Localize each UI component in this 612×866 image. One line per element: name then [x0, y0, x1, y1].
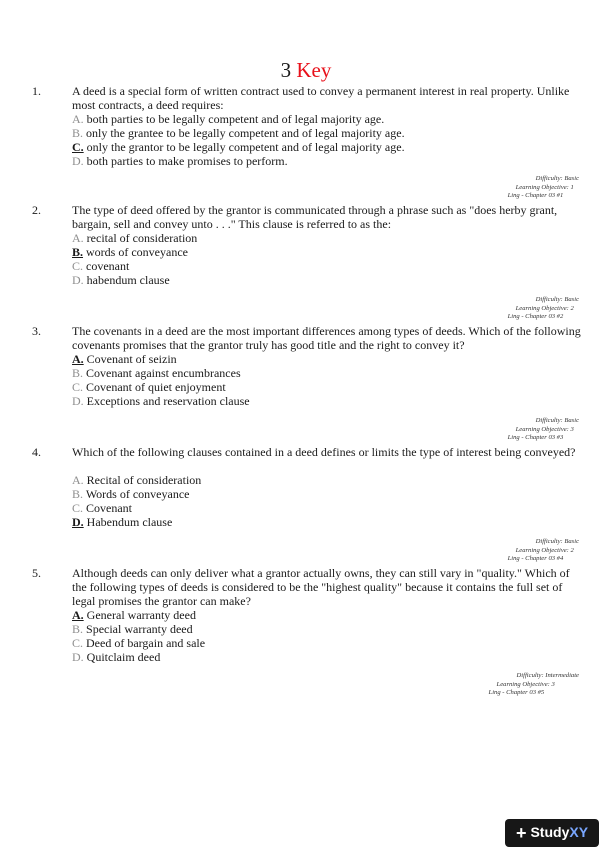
question-metadata	[508, 296, 579, 322]
option-letter: D.	[72, 650, 84, 664]
option-letter: C.	[72, 501, 84, 515]
option-letter: C.	[72, 636, 84, 650]
option-text: only the grantor to be legally competent and of legal majority age.	[86, 140, 405, 154]
option-letter: C.	[72, 259, 84, 273]
brand-xy: XY	[569, 824, 589, 840]
option-letter: D.	[72, 394, 84, 408]
option-c	[72, 259, 572, 273]
source-reference: Ling - Chapter 03 #4	[507, 555, 564, 562]
answer-options	[72, 608, 572, 664]
option-letter: B.	[72, 622, 84, 636]
option-letter: A.	[72, 473, 84, 487]
option-letter: A.	[72, 608, 84, 622]
option-d	[72, 154, 572, 168]
question-metadata	[508, 538, 579, 564]
question-number: 2.	[32, 203, 41, 217]
option-b	[72, 126, 572, 140]
option-text: Habendum clause	[86, 515, 173, 529]
source-reference: Ling - Chapter 03 #1	[507, 192, 564, 199]
question-metadata	[508, 175, 579, 201]
option-text: both parties to be legally competent and of legal majority age.	[86, 112, 385, 126]
question-metadata	[508, 417, 579, 443]
option-letter: B.	[72, 366, 84, 380]
option-letter: D.	[72, 154, 84, 168]
difficulty: Difficulty: Basic	[535, 417, 579, 424]
option-text: words of conveyance	[86, 245, 188, 259]
option-text: Quitclaim deed	[86, 650, 161, 664]
question-number: 5.	[32, 566, 41, 580]
option-letter: A.	[72, 231, 84, 245]
option-letter: C.	[72, 140, 84, 154]
option-text: Covenant of seizin	[86, 352, 177, 366]
option-text: Recital of consideration	[86, 473, 202, 487]
option-text: recital of consideration	[86, 231, 198, 245]
option-text: Special warranty deed	[86, 622, 193, 636]
option-d	[72, 650, 572, 664]
source-reference: Ling - Chapter 03 #2	[507, 313, 564, 320]
option-d	[72, 273, 572, 287]
option-a-correct	[72, 352, 572, 366]
learning-objective: Learning Objective: 3	[515, 425, 574, 433]
answer-options	[72, 352, 572, 408]
option-letter: A.	[72, 112, 84, 126]
option-text: only the grantee to be legally competent and of legal majority age.	[86, 126, 405, 140]
learning-objective: Learning Objective: 1	[515, 183, 574, 191]
option-text: Covenant against encumbrances	[86, 366, 241, 380]
option-letter: A.	[72, 352, 84, 366]
question-text: Although deeds can only deliver what a grantor actually owns, they can still vary in "quality." Which of the following types of deeds is considered to be the "highest quality" because it contains the full set of legal promises the grantor can make?	[72, 566, 570, 608]
difficulty: Difficulty: Basic	[535, 296, 579, 303]
learning-objective: Learning Objective: 2	[515, 546, 574, 554]
option-a-correct	[72, 608, 572, 622]
option-letter: C.	[72, 380, 84, 394]
option-c-correct	[72, 140, 572, 154]
option-c	[72, 636, 572, 650]
question-text: The type of deed offered by the grantor is communicated through a phrase such as "does herby grant, bargain, sell and convey unto . . ." This clause is referred to as the:	[72, 203, 558, 231]
option-text: Words of conveyance	[85, 487, 190, 501]
option-b-correct	[72, 245, 572, 259]
question-text: The covenants in a deed are the most important differences among types of deeds. Which of the following covenants promises that the grantor truly has good title and the right to convey it?	[72, 324, 581, 352]
brand-study: Study	[530, 824, 570, 840]
question-text: Which of the following clauses contained in a deed defines or limits the type of interest being conveyed?	[72, 445, 576, 459]
option-letter: D.	[72, 273, 84, 287]
option-text: General warranty deed	[86, 608, 196, 622]
learning-objective: Learning Objective: 2	[515, 304, 574, 312]
page-title	[0, 58, 612, 82]
answer-options	[72, 112, 572, 168]
option-b	[72, 487, 572, 501]
option-d	[72, 394, 572, 408]
plus-icon: +	[515, 823, 527, 843]
option-letter: B.	[72, 126, 84, 140]
question-metadata	[489, 672, 579, 698]
option-d-correct	[72, 515, 572, 529]
answer-key-label: Key	[296, 58, 332, 82]
question-text: A deed is a special form of written contract used to convey a permanent interest in real property. Unlike most contracts, a deed requires:	[72, 84, 570, 112]
option-text: Deed of bargain and sale	[86, 636, 206, 650]
option-text: Exceptions and reservation clause	[86, 394, 250, 408]
option-a	[72, 112, 572, 126]
option-b	[72, 366, 572, 380]
source-reference: Ling - Chapter 03 #5	[488, 689, 545, 696]
answer-options	[72, 231, 572, 287]
option-a	[72, 231, 572, 245]
option-text: covenant	[86, 259, 130, 273]
option-a	[72, 473, 572, 487]
chapter-number: 3	[280, 58, 292, 82]
option-c	[72, 380, 572, 394]
option-text: both parties to make promises to perform.	[86, 154, 288, 168]
option-b	[72, 622, 572, 636]
source-reference: Ling - Chapter 03 #3	[507, 434, 564, 441]
question-number: 1.	[32, 84, 41, 98]
option-text: habendum clause	[86, 273, 170, 287]
difficulty: Difficulty: Intermediate	[516, 672, 579, 679]
option-c	[72, 501, 572, 515]
option-text: Covenant	[86, 501, 133, 515]
learning-objective: Learning Objective: 3	[496, 680, 555, 688]
studyxy-logo[interactable]	[505, 819, 599, 847]
difficulty: Difficulty: Basic	[535, 175, 579, 182]
question-number: 3.	[32, 324, 41, 338]
option-letter: B.	[72, 487, 84, 501]
question-number: 4.	[32, 445, 41, 459]
difficulty: Difficulty: Basic	[535, 538, 579, 545]
option-letter: B.	[72, 245, 84, 259]
answer-options	[72, 473, 572, 529]
option-letter: D.	[72, 515, 84, 529]
option-text: Covenant of quiet enjoyment	[86, 380, 226, 394]
